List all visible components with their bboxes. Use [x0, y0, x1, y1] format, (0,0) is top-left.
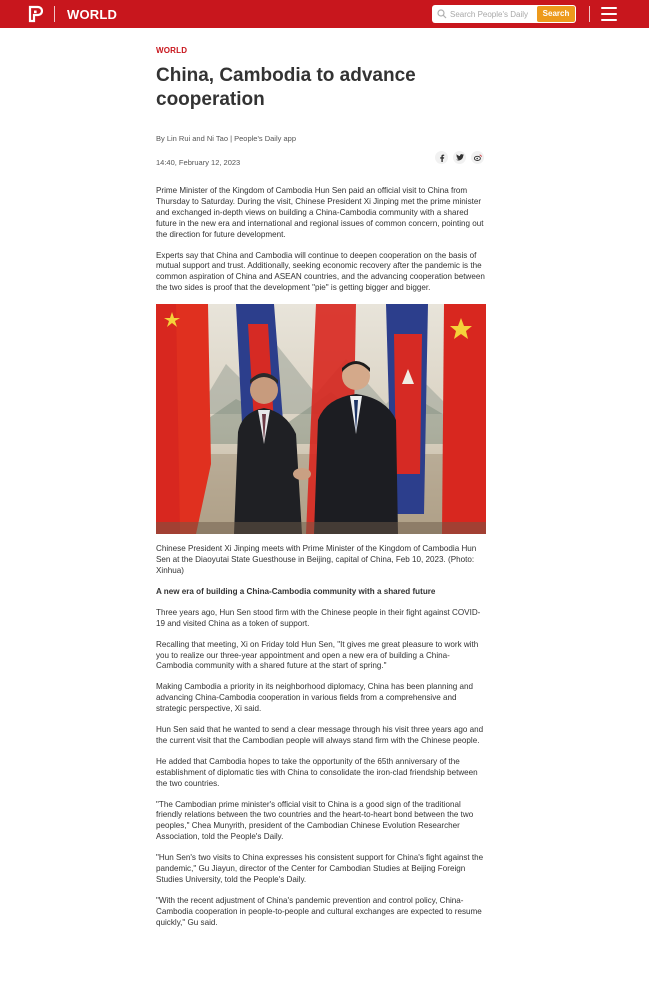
header-divider-right [589, 6, 590, 22]
twitter-icon[interactable] [453, 151, 466, 164]
article-photo [156, 304, 486, 534]
article-paragraph: Three years ago, Hun Sen stood firm with the Chinese people in their fight against COVID-19 and visited China as a token of support. [156, 607, 481, 628]
search-icon [437, 9, 447, 19]
people-daily-logo-icon[interactable] [27, 5, 43, 23]
photo-caption: Chinese President Xi Jinping meets with Prime Minister of the Kingdom of Cambodia Hun Sen at the Diaoyutai State Guesthouse in Beijing, capital of China, Feb 10, 2023. (Photo: Xinhua) [156, 544, 477, 575]
article-paragraph: He added that Cambodia hopes to take the opportunity of the 65th anniversary of the establishment of diplomatic ties with China to consolidate the iron-clad friendship between the two countries. [156, 756, 478, 788]
menu-icon[interactable] [601, 7, 617, 21]
facebook-icon[interactable] [435, 151, 448, 164]
article-paragraph: Recalling that meeting, Xi on Friday told Hun Sen, "It gives me great pleasure to work with you to realize our three-year appointment and open a new era of building a China-Cambodia community with a shared future at the start of spring." [156, 639, 479, 671]
article-paragraph: "With the recent adjustment of China's pandemic prevention and control policy, China-Cambodia cooperation in people-to-people and cultural exchanges are expected to resume quickly," Gu said. [156, 895, 482, 927]
article-body [156, 186, 486, 929]
article-paragraph: Hun Sen said that he wanted to send a clear message through his visit three years ago and the current visit that the Cambodian people will always stand firm with the Chinese people. [156, 725, 484, 745]
article [156, 46, 486, 939]
weibo-icon[interactable] [471, 151, 484, 164]
article-section-label[interactable]: WORLD [156, 46, 188, 55]
article-date: 14:40, February 12, 2023 [156, 158, 241, 167]
article-paragraph: "Hun Sen's two visits to China expresses his consistent support for China's fight against the pandemic," Gu Jiayun, director of the Center for Cambodian Studies at Beijing Foreign Studies University, told the People's Daily. [156, 853, 484, 884]
share-buttons [435, 151, 484, 164]
section-title[interactable]: WORLD [67, 7, 118, 22]
article-title: China, Cambodia to advance cooperation [156, 65, 416, 110]
search-bar [432, 5, 576, 23]
article-paragraph: "The Cambodian prime minister's official visit to China is a good sign of the traditional friendly relations between the two countries and the heart-to-heart bond between the two peoples," Chea Munyrith, president of the Cambodian Chinese Evolution Researcher Association, told the People's Daily. [156, 799, 474, 842]
article-subheading: A new era of building a China-Cambodia community with a shared future [156, 586, 436, 596]
article-paragraph: Experts say that China and Cambodia will continue to deepen cooperation on the basis of mutual support and trust. Additionally, seeking economic recovery after the pandemic is the common aspiration of China and ASEAN countries, and the advancing cooperation between the two sides is proof that the development "pie" is getting bigger and bigger. [156, 250, 485, 293]
top-navigation-bar [0, 0, 649, 28]
search-input[interactable] [450, 7, 550, 21]
article-paragraph: Prime Minister of the Kingdom of Cambodia Hun Sen paid an official visit to China from Thursday to Saturday. During the visit, Chinese President Xi Jinping met the prime minister and exchanged in-depth views on building a China-Cambodia community with a shared future in the new era and international and regional issues of common concern, pointing out the direction for future development. [156, 186, 484, 239]
search-button[interactable]: Search [537, 6, 575, 22]
header-divider [54, 6, 55, 22]
article-meta [156, 152, 486, 167]
article-byline: By Lin Rui and Ni Tao | People's Daily app [156, 134, 296, 143]
article-paragraph: Making Cambodia a priority in its neighborhood diplomacy, China has been planning and advancing China-Cambodia cooperation in various fields from a comprehensive and strategic perspective, Xi said. [156, 682, 474, 714]
